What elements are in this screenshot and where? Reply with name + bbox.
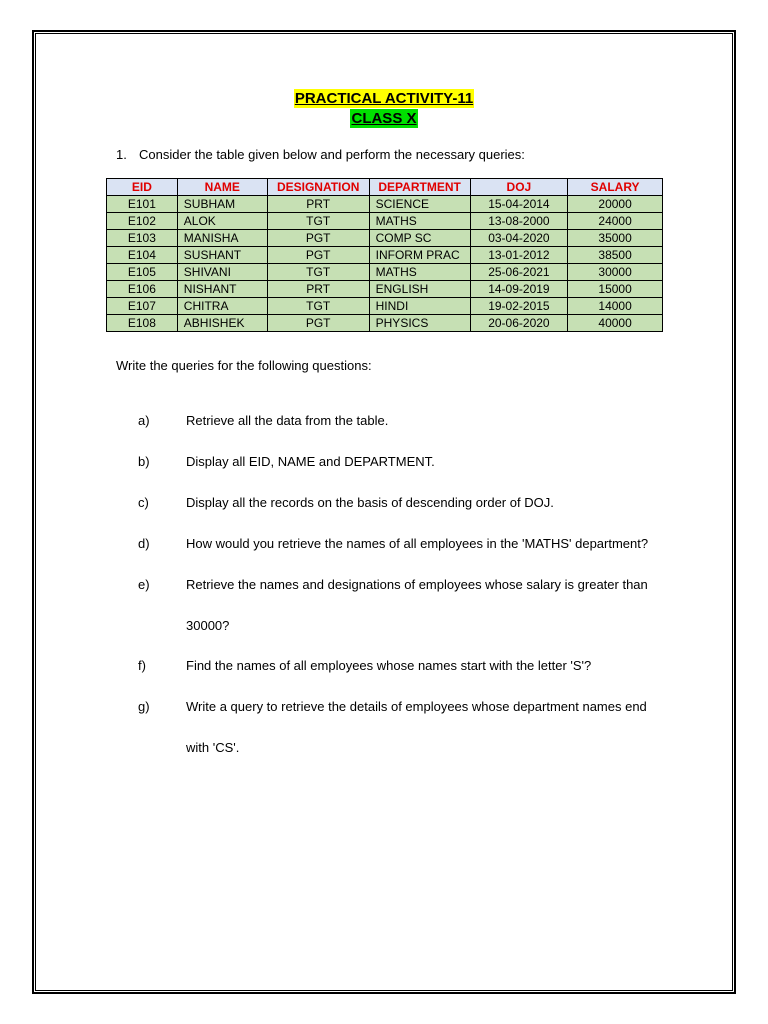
employee-table [106,178,663,332]
cell-doj: 19-02-2015 [470,298,568,315]
question-label: d) [138,536,150,551]
question-text: Retrieve all the data from the table. [186,413,389,428]
cell-department: SCIENCE [369,196,470,213]
question-text: Write a query to retrieve the details of employees whose department names end [186,699,647,714]
cell-salary: 38500 [568,247,663,264]
cell-designation: PRT [267,196,369,213]
cell-doj: 13-01-2012 [470,247,568,264]
title-sub: CLASS X [351,110,417,127]
question-label: a) [138,413,150,428]
queries-intro: Write the queries for the following questions: [116,358,372,373]
header-name: NAME [177,179,267,196]
intro-line [116,147,525,162]
header-department: DEPARTMENT [369,179,470,196]
table-row [107,315,663,332]
cell-department: HINDI [369,298,470,315]
table-row [107,230,663,247]
cell-department: PHYSICS [369,315,470,332]
cell-department: MATHS [369,213,470,230]
cell-name: SHIVANI [177,264,267,281]
cell-department: COMP SC [369,230,470,247]
question-text-continued: 30000? [186,618,230,633]
question-text-continued: with 'CS'. [186,740,240,755]
question-label: f) [138,658,146,673]
cell-name: NISHANT [177,281,267,298]
title-main: PRACTICAL ACTIVITY-11 [294,90,474,107]
cell-designation: PGT [267,247,369,264]
table-row [107,213,663,230]
cell-salary: 40000 [568,315,663,332]
intro-number: 1. [116,147,127,162]
cell-name: MANISHA [177,230,267,247]
table-header-row [107,179,663,196]
table-row [107,247,663,264]
cell-eid: E102 [107,213,178,230]
cell-designation: TGT [267,298,369,315]
question-label: b) [138,454,150,469]
cell-name: SUSHANT [177,247,267,264]
page-border [32,30,736,994]
question-text: Display all EID, NAME and DEPARTMENT. [186,454,435,469]
question-label: e) [138,577,150,592]
question-text: Retrieve the names and designations of employees whose salary is greater than [186,577,648,592]
cell-doj: 20-06-2020 [470,315,568,332]
cell-department: INFORM PRAC [369,247,470,264]
cell-eid: E106 [107,281,178,298]
title-sub-wrap [0,109,768,128]
table-row [107,281,663,298]
cell-salary: 15000 [568,281,663,298]
cell-eid: E101 [107,196,178,213]
question-text: Find the names of all employees whose names start with the letter 'S'? [186,658,592,673]
cell-department: ENGLISH [369,281,470,298]
cell-designation: PGT [267,315,369,332]
cell-doj: 15-04-2014 [470,196,568,213]
header-salary: SALARY [568,179,663,196]
cell-designation: PGT [267,230,369,247]
cell-salary: 35000 [568,230,663,247]
cell-salary: 30000 [568,264,663,281]
question-text: How would you retrieve the names of all employees in the 'MATHS' department? [186,536,649,551]
cell-eid: E108 [107,315,178,332]
cell-designation: PRT [267,281,369,298]
cell-eid: E107 [107,298,178,315]
header-doj: DOJ [470,179,568,196]
cell-doj: 25-06-2021 [470,264,568,281]
cell-name: ALOK [177,213,267,230]
cell-name: SUBHAM [177,196,267,213]
cell-doj: 14-09-2019 [470,281,568,298]
table-row [107,196,663,213]
question-label: g) [138,699,150,714]
cell-eid: E104 [107,247,178,264]
cell-name: ABHISHEK [177,315,267,332]
title-main-wrap [0,89,768,108]
cell-department: MATHS [369,264,470,281]
cell-doj: 13-08-2000 [470,213,568,230]
cell-designation: TGT [267,264,369,281]
table-row [107,298,663,315]
cell-salary: 14000 [568,298,663,315]
cell-eid: E105 [107,264,178,281]
header-eid: EID [107,179,178,196]
question-label: c) [138,495,149,510]
cell-salary: 20000 [568,196,663,213]
question-text: Display all the records on the basis of descending order of DOJ. [186,495,554,510]
cell-doj: 03-04-2020 [470,230,568,247]
intro-text: Consider the table given below and perform the necessary queries: [139,147,525,162]
header-designation: DESIGNATION [267,179,369,196]
cell-eid: E103 [107,230,178,247]
cell-name: CHITRA [177,298,267,315]
table-row [107,264,663,281]
cell-salary: 24000 [568,213,663,230]
cell-designation: TGT [267,213,369,230]
